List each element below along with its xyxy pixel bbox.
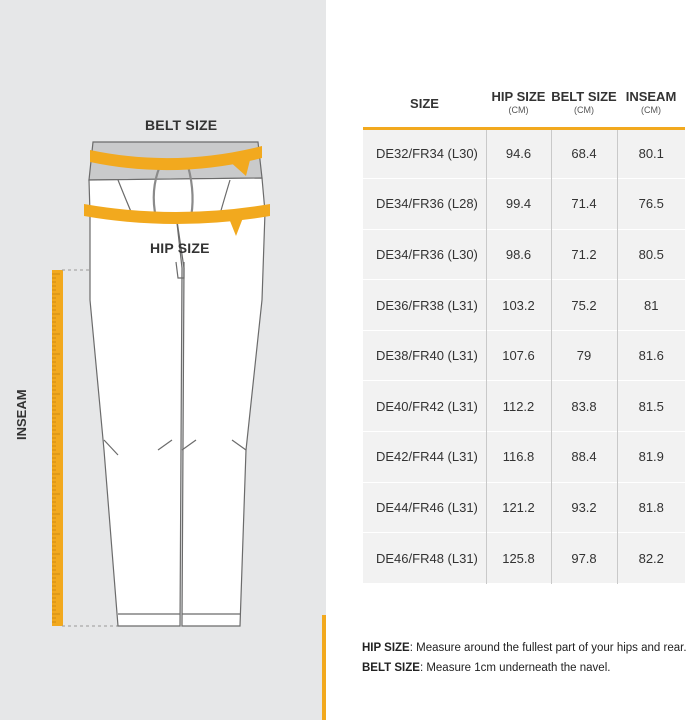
cell-inseam: 81.5 (617, 381, 685, 432)
cell-inseam: 81.9 (617, 432, 685, 483)
cell-inseam: 81 (617, 280, 685, 331)
table-row (363, 128, 685, 179)
cell-inseam: 82.2 (617, 533, 685, 584)
cell-belt: 93.2 (551, 482, 617, 533)
belt-size-note: BELT SIZE: Measure 1cm underneath the navel. (362, 662, 611, 674)
inseam-label: INSEAM (14, 389, 29, 440)
table-row (363, 533, 685, 584)
pants-illustration (0, 0, 326, 720)
cell-belt: 83.8 (551, 381, 617, 432)
cell-belt: 71.4 (551, 179, 617, 230)
cell-inseam: 81.8 (617, 482, 685, 533)
belt-size-label: BELT SIZE (145, 117, 218, 133)
cell-inseam: 80.1 (617, 128, 685, 179)
cell-size: DE36/FR38 (L31) (363, 280, 486, 331)
table-row (363, 381, 685, 432)
cell-belt: 71.2 (551, 229, 617, 280)
cell-belt: 79 (551, 330, 617, 381)
header-size: SIZE (410, 95, 439, 111)
cell-size: DE32/FR34 (L30) (363, 128, 486, 179)
hip-size-note: HIP SIZE: Measure around the fullest part of your hips and rear. (362, 642, 687, 654)
cell-hip: 103.2 (486, 280, 551, 331)
cell-inseam: 76.5 (617, 179, 685, 230)
cell-size: DE38/FR40 (L31) (363, 330, 486, 381)
hip-size-label: HIP SIZE (150, 240, 210, 256)
header-inseam: INSEAM (CM) (625, 88, 677, 115)
cell-hip: 98.6 (486, 229, 551, 280)
cell-inseam: 80.5 (617, 229, 685, 280)
cell-size: DE40/FR42 (L31) (363, 381, 486, 432)
cell-belt: 97.8 (551, 533, 617, 584)
table-row (363, 482, 685, 533)
cell-hip: 125.8 (486, 533, 551, 584)
measurement-notes (362, 638, 687, 678)
header-belt-size: BELT SIZE (CM) (551, 88, 617, 115)
header-hip-size: HIP SIZE (CM) (491, 88, 546, 115)
cell-belt: 75.2 (551, 280, 617, 331)
table-row (363, 330, 685, 381)
table-row (363, 179, 685, 230)
cell-belt: 68.4 (551, 128, 617, 179)
cell-size: DE34/FR36 (L28) (363, 179, 486, 230)
table-row (363, 229, 685, 280)
size-chart-table (363, 80, 685, 584)
table-row (363, 432, 685, 483)
cell-size: DE44/FR46 (L31) (363, 482, 486, 533)
cell-belt: 88.4 (551, 432, 617, 483)
cell-size: DE42/FR44 (L31) (363, 432, 486, 483)
cell-size: DE34/FR36 (L30) (363, 229, 486, 280)
cell-hip: 112.2 (486, 381, 551, 432)
cell-hip: 99.4 (486, 179, 551, 230)
cell-hip: 116.8 (486, 432, 551, 483)
cell-hip: 107.6 (486, 330, 551, 381)
cell-size: DE46/FR48 (L31) (363, 533, 486, 584)
cell-hip: 94.6 (486, 128, 551, 179)
cell-inseam: 81.6 (617, 330, 685, 381)
table-row (363, 280, 685, 331)
cell-hip: 121.2 (486, 482, 551, 533)
table-header-row (363, 80, 685, 128)
